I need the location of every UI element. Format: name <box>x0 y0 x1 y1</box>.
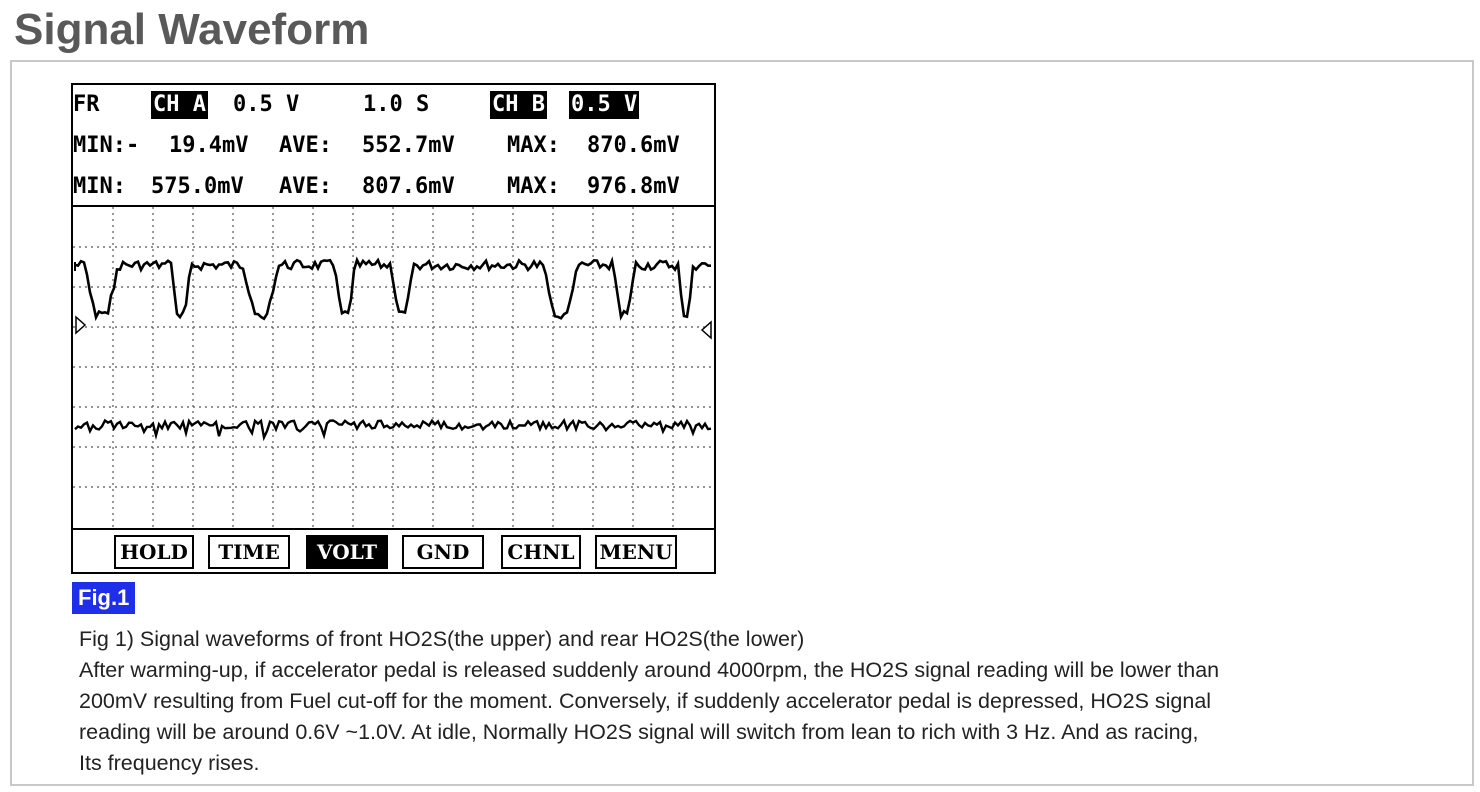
caption-line: Its frequency rises. <box>79 751 260 775</box>
hold-button[interactable]: HOLD <box>114 535 194 569</box>
figure-badge: Fig.1 <box>72 582 135 614</box>
time-button[interactable]: TIME <box>208 535 290 569</box>
caption-line: 200mV resulting from Fuel cut-off for the moment. Conversely, if suddenly accelerator pedal is depressed, HO2S signal <box>79 689 1212 713</box>
channel-a-marker-icon <box>76 317 85 333</box>
grid <box>73 207 714 528</box>
channel-a-label: CH A <box>153 92 206 117</box>
volt-button[interactable]: VOLT <box>306 535 388 569</box>
max-value: 976.8mV <box>587 174 680 199</box>
max-value: 870.6mV <box>587 133 680 158</box>
oscilloscope-screen <box>71 83 716 574</box>
min-label: MIN: <box>73 174 126 199</box>
frame-label: FR <box>73 92 100 117</box>
max-label: MAX: <box>507 174 560 199</box>
max-label: MAX: <box>507 133 560 158</box>
gnd-button[interactable]: GND <box>402 535 484 569</box>
caption-line: Fig 1) Signal waveforms of front HO2S(the upper) and rear HO2S(the lower) <box>79 627 805 651</box>
caption-line: After warming-up, if accelerator pedal is released suddenly around 4000rpm, the HO2S signal reading will be lower than <box>79 658 1220 682</box>
ave-value: 552.7mV <box>362 133 455 158</box>
channel-b-label: CH B <box>492 92 545 117</box>
ave-label: AVE: <box>279 133 332 158</box>
min-value: 19.4mV <box>169 133 249 158</box>
button-divider <box>73 528 714 530</box>
ave-label: AVE: <box>279 174 332 199</box>
caption-line: reading will be around 0.6V ~1.0V. At idle, Normally HO2S signal will switch from lean to rich with 3 Hz. And as racing, <box>79 720 1199 744</box>
channel-a-volts: 0.5 V <box>233 92 300 117</box>
ave-value: 807.6mV <box>362 174 455 199</box>
min-label: MIN:- <box>73 133 140 158</box>
figure-caption <box>79 624 1439 779</box>
channel-b-volts: 0.5 V <box>571 92 638 117</box>
min-value: 575.0mV <box>151 174 244 199</box>
stats-row-a <box>73 132 680 160</box>
channel-b-marker-icon <box>702 322 711 338</box>
page-title: Signal Waveform <box>14 5 370 54</box>
scope-header <box>73 91 638 119</box>
timebase: 1.0 S <box>363 92 430 117</box>
chnl-button[interactable]: CHNL <box>501 535 581 569</box>
stats-row-b <box>73 173 680 201</box>
waveform-plot <box>73 207 714 528</box>
menu-button[interactable]: MENU <box>595 535 677 569</box>
